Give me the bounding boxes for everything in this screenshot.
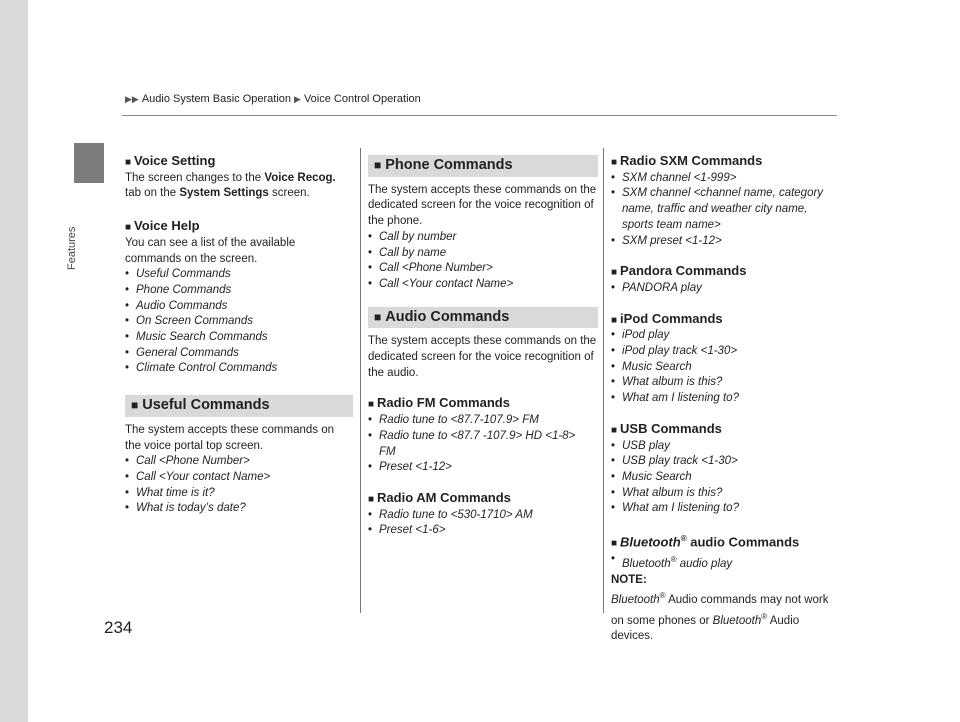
side-tab — [0, 0, 28, 722]
list-item: • Music Search — [611, 470, 841, 486]
breadcrumb-item-voice-control[interactable]: Voice Control Operation — [303, 93, 421, 105]
usb-section — [611, 421, 841, 517]
voice-help-list — [125, 267, 353, 377]
voice-help-section — [125, 218, 353, 377]
list-item: • Bluetooth® audio play — [611, 552, 841, 573]
breadcrumb — [125, 93, 421, 105]
usb-list — [611, 439, 841, 518]
list-item: • Audio Commands — [125, 299, 353, 315]
list-item: • Call <Your contact Name> — [125, 470, 353, 486]
list-item: • Music Search — [611, 360, 841, 376]
list-item: • Call <Your contact Name> — [368, 277, 598, 293]
square-bullet-icon: ■ — [611, 157, 618, 168]
square-bullet-icon: ■ — [611, 424, 618, 436]
list-item: • USB play — [611, 439, 841, 455]
section-heading: ■ Voice Setting — [125, 153, 216, 168]
column-2 — [368, 153, 598, 549]
list-item: • Call <Phone Number> — [125, 454, 353, 470]
radio-sxm-section — [611, 153, 841, 249]
section-text: The system accepts these commands on the dedicated screen for the voice recognition of the audio. — [368, 335, 597, 379]
square-bullet-icon: ■ — [611, 267, 618, 279]
list-item: • SXM preset <1-12> — [611, 234, 841, 250]
bluetooth-section — [611, 531, 841, 645]
breadcrumb-arrow-icon: ▶▶ — [125, 93, 139, 104]
list-item: • Radio tune to <87.7 -107.9> HD <1-8> FM — [368, 429, 598, 460]
list-item: • Climate Control Commands — [125, 361, 353, 377]
list-item: • PANDORA play — [611, 281, 841, 297]
section-banner: ■ Phone Commands — [368, 155, 598, 177]
breadcrumb-arrow-icon: ▶ — [294, 93, 301, 104]
square-bullet-icon: ■ — [611, 314, 618, 326]
radio-am-section — [368, 490, 598, 539]
section-banner: ■ Audio Commands — [368, 307, 598, 329]
list-item: • SXM channel <channel name, category name, traffic and weather city name, sports team name> — [611, 186, 841, 233]
square-bullet-icon: ■ — [125, 222, 132, 234]
list-item: • USB play track <1-30> — [611, 454, 841, 470]
breadcrumb-item-audio-basic[interactable]: Audio System Basic Operation — [141, 93, 292, 105]
section-heading: ■ Pandora Commands — [611, 263, 747, 279]
radio-am-list — [368, 508, 598, 539]
radio-fm-section — [368, 395, 598, 476]
list-item: • General Commands — [125, 346, 353, 362]
note-label: NOTE: — [611, 573, 647, 586]
pandora-section — [611, 263, 841, 296]
square-bullet-icon: ■ — [125, 157, 132, 168]
list-item: • What time is it? — [125, 486, 353, 502]
section-text: The system accepts these commands on the dedicated screen for the voice recognition of the phone. — [368, 183, 597, 228]
useful-commands-list — [125, 454, 353, 517]
chapter-label: Features — [66, 226, 78, 270]
audio-commands-section — [368, 307, 598, 382]
list-item: • Call by name — [368, 246, 598, 262]
note-text: Bluetooth® Audio commands may not work on some phones or Bluetooth® Audio devices. — [611, 591, 829, 643]
column-divider — [360, 148, 361, 613]
section-heading: ■ iPod Commands — [611, 310, 723, 326]
phone-commands-section — [368, 155, 598, 293]
section-heading: ■ Radio SXM Commands — [611, 153, 763, 168]
list-item: • What album is this? — [611, 375, 841, 391]
list-item: • Preset <1-6> — [368, 523, 598, 539]
useful-commands-section — [125, 395, 353, 517]
square-bullet-icon: ■ — [368, 399, 375, 411]
list-item: • Call <Phone Number> — [368, 261, 598, 277]
list-item: • Radio tune to <87.7-107.9> FM — [368, 413, 598, 429]
section-banner: ■ Useful Commands — [125, 395, 353, 417]
radio-sxm-list — [611, 171, 841, 250]
sidebar — [0, 0, 104, 722]
section-heading: ■ Voice Help — [125, 218, 200, 234]
header-divider — [122, 115, 837, 116]
square-bullet-icon: ■ — [131, 398, 139, 413]
list-item: • Preset <1-12> — [368, 460, 598, 476]
list-item: • iPod play — [611, 328, 841, 344]
square-bullet-icon: ■ — [368, 493, 375, 505]
list-item: • What is today’s date? — [125, 501, 353, 517]
square-bullet-icon: ■ — [374, 309, 382, 324]
ipod-list — [611, 328, 841, 407]
list-item: • iPod play track <1-30> — [611, 344, 841, 360]
list-item: • What album is this? — [611, 486, 841, 502]
section-text: The system accepts these commands on the voice portal top screen. — [125, 423, 335, 452]
list-item: • What am I listening to? — [611, 501, 841, 517]
square-bullet-icon: ■ — [374, 158, 382, 172]
section-heading: ■ Radio FM Commands — [368, 395, 510, 411]
section-text: The screen changes to the Voice Recog. tab on the System Settings screen. — [125, 171, 336, 200]
list-item: • Useful Commands — [125, 267, 353, 283]
chapter-tab[interactable] — [74, 143, 104, 183]
section-heading: ■ Radio AM Commands — [368, 489, 511, 505]
list-item: • SXM channel <1-999> — [611, 171, 841, 187]
column-divider — [603, 148, 604, 613]
radio-fm-list — [368, 413, 598, 476]
list-item: • What am I listening to? — [611, 391, 841, 407]
ipod-section — [611, 311, 841, 407]
list-item: • Call by number — [368, 230, 598, 246]
phone-commands-list — [368, 230, 598, 293]
column-3 — [611, 153, 841, 655]
section-heading: ■ Bluetooth® audio Commands — [611, 534, 800, 550]
list-item: • Phone Commands — [125, 283, 353, 299]
list-item: • Music Search Commands — [125, 330, 353, 346]
list-item: • On Screen Commands — [125, 314, 353, 330]
voice-setting-section — [125, 153, 353, 202]
square-bullet-icon: ■ — [611, 538, 618, 550]
section-heading: ■ USB Commands — [611, 420, 722, 436]
section-text: You can see a list of the available commands on the screen. — [125, 236, 296, 265]
page-number: 234 — [104, 618, 133, 637]
list-item: • Radio tune to <530-1710> AM — [368, 508, 598, 524]
column-1 — [125, 153, 353, 527]
bluetooth-list — [611, 552, 841, 573]
pandora-list — [611, 281, 841, 297]
